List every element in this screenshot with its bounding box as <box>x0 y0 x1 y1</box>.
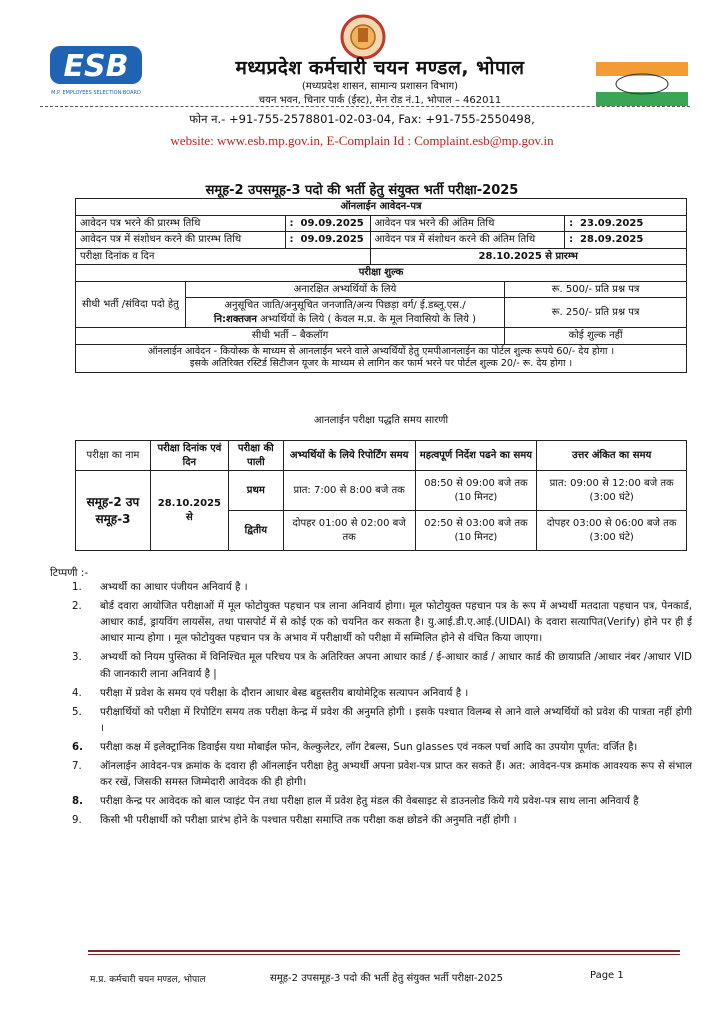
item-number: 7. <box>72 761 82 773</box>
footer-org: म.प्र. कर्मचारी चयन मण्डल, भोपाल <box>90 975 206 985</box>
shift-name: द्वितीय <box>228 511 283 551</box>
cell <box>185 298 504 328</box>
item-text: परीक्षार्थियों को परीक्षा में रिपोटिंग समय तक परीक्षा केन्द्र में प्रवेश की अनुमति होगी । इसके पश्चात विलम्ब से आने वाले अभ्यर्थियों को प्रवेश की पात्रता नहीं होगी । <box>100 706 692 734</box>
list-item <box>72 794 692 810</box>
table-row <box>76 471 687 511</box>
table-row <box>76 248 687 265</box>
cell: परीक्षा दिनांक व दिन <box>76 248 371 265</box>
exam-timetable <box>75 440 687 551</box>
item-text: परीक्षा में प्रवेश के समय एवं परीक्षा के दौरान आधार बेस्ड बहुस्तरीय बायोमेट्रिक सत्यापन अनिवार्य है । <box>100 687 469 699</box>
notes-list <box>72 580 692 833</box>
svg-text:ESB: ESB <box>63 49 129 84</box>
cell: : 09.09.2025 <box>285 232 370 249</box>
item-number: 8. <box>72 796 83 808</box>
table-row <box>76 328 687 345</box>
list-item <box>72 759 692 791</box>
answer-time <box>537 511 687 551</box>
list-item <box>72 650 692 682</box>
reserved-label-line1: अनुसूचित जाति/अनुसूचित जनजाति/अन्य पिछड़ा वर्ग/ ई.डब्लू.एस./ <box>224 300 466 311</box>
shift-name: प्रथम <box>228 471 283 511</box>
fee-title: परीक्षा शुल्क <box>76 265 687 282</box>
cell: सीधी भर्ती – बैकलॉग <box>76 328 505 345</box>
table-row <box>76 199 687 216</box>
instruction-time <box>415 471 537 511</box>
schedule-fee-table <box>75 198 687 373</box>
cell: अनारक्षित अभ्यर्थियों के लिये <box>185 281 504 298</box>
instruction-time <box>415 511 537 551</box>
item-number: 6. <box>72 741 83 753</box>
timetable-caption: आनलाईन परीक्षा पद्धति समय सारणी <box>313 415 449 426</box>
item-text: बोर्ड दवारा आयोजित परीक्षाओं में मूल फोटोयुक्त पहचान पत्र लाना अनिवार्य होगा। मूल फोटोयुक्त पहचान पत्र के रूप में अभ्यर्थी मतदाता पहचान पत्र, पेनकार्ड, आधार कार्ड, ड्रायविंग लायसेंस, तथा पासपोर्ट में से कोई एक को चयनित कर सकता है। यु.आई.डी.ए.आई.(UIDAI) के दवारा सत्यापित(Verify) होने पर ही ई आधार मान्य होगा । मूल फोटोयुक्त पहचान पत्र के अभाव में परीक्षार्थी को परीक्षा में सम्मिलित होने से वंचित किया जाएगा। <box>100 601 692 645</box>
header-cell: परीक्षा दिनांक एवं दिन <box>150 441 228 471</box>
org-title: मध्यप्रदेश कर्मचारी चयन मण्डल, भोपाल <box>235 57 525 79</box>
notes-heading: टिप्पणी :- <box>50 567 89 579</box>
document-title: समूह-2 उपसमूह-3 पदो की भर्ती हेतु संयुक्त भर्ती परीक्षा-2025 <box>205 183 519 198</box>
cell: 28.10.2025 से प्रारम्भ <box>370 248 687 265</box>
contact-phone: फोन न.- +91-755-2578801-02-03-04, Fax: +91-755-2550498, <box>189 112 535 126</box>
footer-rule <box>88 950 680 952</box>
table-row <box>76 344 687 373</box>
exam-date: 28.10.2025 से <box>150 471 228 551</box>
list-item <box>72 580 692 596</box>
org-address: चयन भवन, चिनार पार्क (ईस्ट), मेन रोड नं.1, भोपाल – 462011 <box>258 95 502 106</box>
reserved-label-line2: नि:शक्तजन अभ्यर्थियों के लिये ( केवल म.प्र. के मूल निवासियो के लिये ) <box>213 313 477 325</box>
svg-text:M.P. EMPLOYEES SELECTION BOARD: M.P. EMPLOYEES SELECTION BOARD <box>51 90 141 96</box>
instruction-time-range: 08:50 से 09:00 बजे तक <box>424 478 528 489</box>
item-text: परीक्षा केन्द्र पर आवेदक को बाल प्वाइंट पेन तथा परीक्षा हाल में प्रवेश हेतु मंडल की वेबसाइट से डाउनलोड किये गये प्रवेश-पत्र साथ लाना अनिवार्य है <box>100 796 639 808</box>
header-cell: परीक्षा का नाम <box>76 441 151 471</box>
reporting-time: प्रात: 7:00 से 8:00 बजे तक <box>283 471 415 511</box>
instruction-duration: (10 मिनट) <box>454 531 498 543</box>
header-cell: परीक्षा की पाली <box>228 441 283 471</box>
section-title: ऑनलाईन आवेदन-पत्र <box>76 199 687 216</box>
item-text: ऑनलाईन आवेदन-पत्र क्रमांक के दवारा ही ऑनलाईन परीक्षा हेतु अभ्यर्थी अपना प्रवेश-पत्र प्राप्त कर सकते हैं। अत: आवेदन-पत्र क्रमांक आवश्यक रूप से संभाल कर रखें, जिसकी समस्त जिम्मेदारी आवेदक की ही होगी। <box>100 761 692 789</box>
header-cell: उत्तर अंकित का समय <box>537 441 687 471</box>
item-text: किसी भी परीक्षार्थी को परीक्षा प्रारंभ होने के पश्चात परीक्षा समाप्ति तक परीक्षा कक्ष छोडने की अनुमति नहीं होगी । <box>100 815 517 827</box>
kiosk-note-line1: ऑनलाईन आवेदन - कियोस्क के माध्यम से आनलाईन भरने वाले अभ्यर्थियों हेतु एमपीआनलाईन का पोर्टल शुल्क रूपये 60/- देय होगा । <box>147 345 615 357</box>
contact-website[interactable]: website: www.esb.mp.gov.in, E-Complain Id : Complaint.esb@mp.gov.in <box>170 133 554 148</box>
cell: रू. 500/- प्रति प्रश्न पत्र <box>505 281 687 298</box>
answer-duration: (3:00 घंटे) <box>589 531 634 543</box>
fee-group-label: सीधी भर्ती /संविदा पदो हेतु <box>76 281 186 328</box>
cell: आवेदन पत्र भरने की अंतिम तिथि <box>370 215 565 232</box>
cell: : 23.09.2025 <box>565 215 687 232</box>
table-row <box>76 265 687 282</box>
cell: रू. 250/- प्रति प्रश्न पत्र <box>505 298 687 328</box>
table-row <box>76 232 687 249</box>
org-subtitle: (मध्यप्रदेश शासन, सामान्य प्रशासन विभाग) <box>301 81 459 92</box>
cell: : 09.09.2025 <box>285 215 370 232</box>
header-cell: अभ्यर्थियों के लिये रिपोर्टिंग समय <box>283 441 415 471</box>
esb-logo <box>48 42 144 100</box>
list-item <box>72 686 692 702</box>
cell: कोई शुल्क नहीं <box>505 328 687 345</box>
item-number: 1. <box>72 582 82 593</box>
table-row <box>76 281 687 298</box>
list-item <box>72 599 692 647</box>
cell: आवेदन पत्र भरने की प्रारम्भ तिथि <box>76 215 286 232</box>
kiosk-note-line2: इसके अतिरिक्त रस्टिर्ड सिटीजन यूजर के माध्यम से लागिन कर फार्म भरने पर पोर्टल शुल्क 20/- रू. देय होगा । <box>189 358 573 370</box>
answer-duration: (3:00 घंटे) <box>589 491 634 503</box>
campaign-logo <box>596 62 688 106</box>
kiosk-note <box>76 344 687 373</box>
item-number: 5. <box>72 706 82 718</box>
cell: : 28.09.2025 <box>565 232 687 249</box>
item-text: परीक्षा कक्ष में इलेक्ट्रानिक डिवाईस यथा मोबाईल फोन, केल्कुलेटर, लॉग टेबल्स, Sun glasses एवं नकल पर्चा आदि का उपयोग पूर्णत: वर्जित है। <box>100 741 638 753</box>
footer-rule-thin <box>88 954 680 955</box>
table-row <box>76 215 687 232</box>
item-number: 9. <box>72 815 82 827</box>
answer-time-range: प्रात: 09:00 से 12:00 बजे तक <box>549 478 674 489</box>
list-item <box>72 740 692 756</box>
item-number: 2. <box>72 601 82 613</box>
page-number: Page 1 <box>590 970 624 981</box>
item-text: अभ्यर्थी को नियम पुस्तिका में विनिश्चित मूल परिचय पत्र के अतिरिक्त अपना आधार कार्ड / ई-आधार कार्ड / आधार कार्ड की छायाप्रति /आधार नंबर /आधार VID की जानकारी लाना अनिवार्य है | <box>100 652 692 680</box>
list-item <box>72 705 692 737</box>
answer-time <box>537 471 687 511</box>
footer-title: समूह-2 उपसमूह-3 पदो की भर्ती हेतु संयुक्त भर्ती परीक्षा-2025 <box>270 973 503 984</box>
exam-name: समूह-2 उप समूह-3 <box>76 471 151 551</box>
list-item <box>72 813 692 829</box>
instruction-duration: (10 मिनट) <box>454 491 498 503</box>
reporting-time: दोपहर 01:00 से 02:00 बजे तक <box>283 511 415 551</box>
item-text: अभ्यर्थी का आधार पंजीयन अनिवार्य है । <box>100 582 248 593</box>
answer-time-range: दोपहर 03:00 से 06:00 बजे तक <box>546 518 677 529</box>
cell: आवेदन पत्र में संशोधन करने की प्रारम्भ तिथि <box>76 232 286 249</box>
instruction-time-range: 02:50 से 03:00 बजे तक <box>424 518 528 529</box>
table-header-row <box>76 441 687 471</box>
item-number: 4. <box>72 687 82 699</box>
cell: आवेदन पत्र में संशोधन करने की अंतिम तिथि <box>370 232 565 249</box>
header-divider <box>40 106 690 107</box>
header-cell: महत्वपूर्ण निर्देश पढने का समय <box>415 441 537 471</box>
item-number: 3. <box>72 652 82 664</box>
